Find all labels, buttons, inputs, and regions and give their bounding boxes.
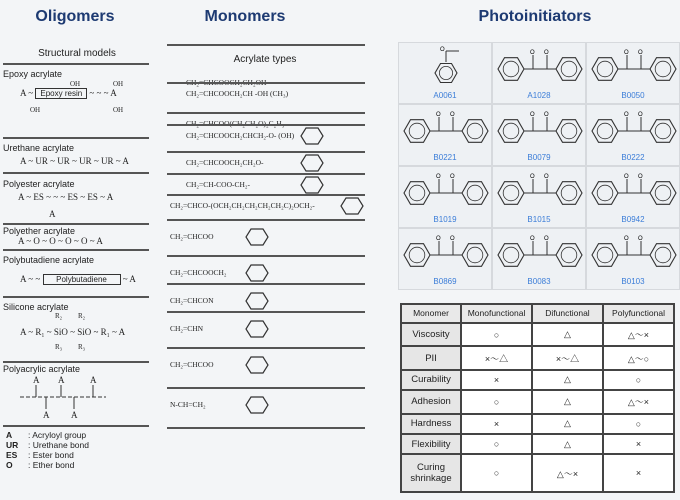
acrylate-types-title: Acrylate types [233, 54, 297, 65]
property-label: Curing shrinkage [401, 454, 461, 492]
svg-text:O: O [436, 112, 441, 118]
property-label: PII [401, 346, 461, 370]
rating-cell: △～× [603, 390, 674, 414]
property-label: Flexibility [401, 434, 461, 454]
photoinitiator-code: B1015 [527, 215, 551, 224]
chemical-structure-icon [493, 105, 587, 155]
photoinitiator-code: B0221 [433, 153, 457, 162]
chemical-structure-icon [493, 229, 587, 279]
photoinitiator-code: B1019 [433, 215, 457, 224]
svg-text:O: O [624, 112, 629, 118]
urethane-acrylate-structure: A ~ UR ~ UR ~ UR ~ UR ~ A [20, 156, 129, 166]
polyacrylic-acrylate-title: Polyacrylic acrylate [3, 364, 81, 374]
chemical-structure-icon [399, 167, 493, 217]
table-row [401, 346, 674, 370]
polybutadiene-acrylate-structure: A ~ ~ Polybutadiene ~ A [20, 274, 136, 284]
ring-structure-icon [245, 261, 269, 285]
rating-cell: ×～△ [532, 346, 603, 370]
rating-cell: △～× [603, 323, 674, 347]
chemical-structure-icon [493, 43, 587, 93]
ring-structure-icon [245, 393, 269, 417]
photoinitiator-cell [492, 104, 586, 166]
svg-text:O: O [544, 50, 549, 56]
polyester-acrylate-title: Polyester acrylate [3, 179, 75, 189]
photoinitiator-code: B0222 [621, 153, 645, 162]
rating-cell: × [603, 454, 674, 492]
photoinitiators-heading: Photoinitiators [478, 8, 592, 25]
property-label: Adhesion [401, 390, 461, 414]
photoinitiator-code: A0061 [433, 91, 457, 100]
rating-cell: ○ [461, 454, 532, 492]
chemical-structure-icon [587, 167, 680, 217]
rating-cell: ○ [603, 370, 674, 390]
oligomers-heading: Oligomers [35, 8, 115, 25]
photoinitiator-cell [398, 166, 492, 228]
table-row [401, 434, 674, 454]
ring-structure-icon [245, 317, 269, 341]
svg-text:O: O [530, 112, 535, 118]
monomer-formula: CH₂=CHCOOCH₂CH -OH (CH₃) [186, 89, 289, 98]
header-monomer: Monomer [401, 304, 461, 323]
svg-text:O: O [544, 236, 549, 242]
rating-cell: △ [532, 370, 603, 390]
monomer-formula: CH₂=CHCOOCH₂CHCH₂-O- (OH) [186, 131, 295, 140]
chemical-structure-icon [399, 229, 493, 279]
chemical-structure-icon [399, 105, 493, 155]
legend-item: A : Acryloyl group [6, 430, 87, 440]
polyether-acrylate-structure: A ~ O ~ O ~ O ~ O ~ A [18, 236, 103, 246]
svg-text:O: O [624, 236, 629, 242]
rating-cell: △～× [532, 454, 603, 492]
photoinitiator-cell [586, 104, 680, 166]
photoinitiator-code: B0869 [433, 277, 457, 286]
ring-structure-icon [300, 151, 324, 175]
polyester-acrylate-structure: A ~ ES ~ ~ ~ ES ~ ES ~ A [18, 192, 114, 202]
rating-cell: × [461, 414, 532, 434]
table-row [401, 370, 674, 390]
table-header-row [401, 304, 674, 323]
epoxy-acrylate-structure: A ~ Epoxy resin ~ ~ ~ A [20, 88, 117, 98]
silicone-acrylate-title: Silicone acrylate [3, 302, 69, 312]
legend-item: ES : Ester bond [6, 450, 74, 460]
legend-item: O : Ether bond [6, 460, 75, 470]
rating-cell: △ [532, 414, 603, 434]
svg-text:O: O [624, 174, 629, 180]
polybutadiene-acrylate-title: Polybutadiene acrylate [3, 255, 95, 265]
rating-cell: ○ [461, 434, 532, 454]
photoinitiator-cell [492, 42, 586, 104]
property-label: Viscosity [401, 323, 461, 347]
photoinitiator-cell [586, 228, 680, 290]
svg-text:O: O [450, 174, 455, 180]
monomer-properties-table [400, 303, 675, 493]
ring-structure-icon [340, 194, 364, 218]
ring-structure-icon [245, 353, 269, 377]
photoinitiator-cell [398, 228, 492, 290]
photoinitiator-cell [398, 42, 492, 104]
svg-text:O: O [638, 112, 643, 118]
rating-cell: × [461, 370, 532, 390]
property-label: Curability [401, 370, 461, 390]
property-label: Hardness [401, 414, 461, 434]
rating-cell: ○ [461, 390, 532, 414]
chemical-structure-icon [493, 167, 587, 217]
photoinitiator-code: B0942 [621, 215, 645, 224]
legend-item: UR : Urethane bond [6, 440, 89, 450]
monomer-formula: CH₂=CH-COO-CH₂- [186, 180, 251, 189]
ring-structure-icon [300, 124, 324, 148]
svg-text:O: O [530, 174, 535, 180]
monomer-formula: CH₂=CHCO-(OCH₂CH₂CH₂CH₂CH₂C)₂OCH₂- [170, 201, 315, 210]
table-row [401, 390, 674, 414]
photoinitiator-code: A1028 [527, 91, 551, 100]
header-monofunctional: Monofunctional [461, 304, 532, 323]
photoinitiator-code: B0103 [621, 277, 645, 286]
epoxy-acrylate-title: Epoxy acrylate [3, 69, 63, 79]
table-row [401, 454, 674, 492]
photoinitiator-code: B0050 [621, 91, 645, 100]
svg-text:O: O [450, 236, 455, 242]
monomer-formula: CH₂=CHN [170, 324, 204, 333]
photoinitiator-cell [492, 228, 586, 290]
svg-text:O: O [436, 174, 441, 180]
svg-text:O: O [440, 47, 445, 53]
abbreviation-legend [6, 430, 154, 470]
photoinitiator-cell [492, 166, 586, 228]
svg-text:O: O [638, 236, 643, 242]
urethane-acrylate-title: Urethane acrylate [3, 143, 75, 153]
header-difunctional: Difunctional [532, 304, 603, 323]
svg-text:O: O [436, 236, 441, 242]
polyether-acrylate-title: Polyether acrylate [3, 226, 76, 236]
monomer-formula: CH₂=CHCON [170, 296, 214, 305]
svg-text:O: O [530, 50, 535, 56]
rating-cell: △～○ [603, 346, 674, 370]
svg-text:O: O [638, 174, 643, 180]
rating-cell: × [603, 434, 674, 454]
photoinitiator-cell [586, 166, 680, 228]
rating-cell: ○ [461, 323, 532, 347]
svg-text:O: O [544, 174, 549, 180]
monomer-formula: CH₂=CHCOOCH₂CH₂O- [186, 158, 264, 167]
ring-structure-icon [245, 225, 269, 249]
header-polyfunctional: Polyfunctional [603, 304, 674, 323]
chemical-structure-icon [399, 43, 493, 93]
svg-text:O: O [624, 50, 629, 56]
monomers-heading: Monomers [204, 8, 286, 25]
monomer-formula: CH₂=CHCOOCH₂ [170, 268, 227, 277]
structural-models-title: Structural models [38, 48, 116, 59]
monomer-formula: N-CH=CH₂ [170, 400, 206, 409]
svg-text:O: O [544, 112, 549, 118]
svg-text:O: O [530, 236, 535, 242]
rating-cell: ×～△ [461, 346, 532, 370]
rating-cell: △ [532, 390, 603, 414]
photoinitiator-code: B0083 [527, 277, 551, 286]
chemical-structure-icon [587, 105, 680, 155]
svg-text:O: O [450, 112, 455, 118]
rating-cell: ○ [603, 414, 674, 434]
svg-text:O: O [638, 50, 643, 56]
rating-cell: △ [532, 434, 603, 454]
silicone-acrylate-structure: A ~ R₁ ~ SiO ~ SiO ~ R₁ ~ A [20, 327, 126, 337]
monomer-formula: CH₂=CHCOO [170, 360, 214, 369]
ring-structure-icon [245, 289, 269, 313]
table-row [401, 323, 674, 347]
rating-cell: △ [532, 323, 603, 347]
monomer-formula: CH₂=CHCOO [170, 232, 214, 241]
chemical-structure-icon [587, 43, 680, 93]
photoinitiator-code: B0079 [527, 153, 551, 162]
photoinitiator-cell [398, 104, 492, 166]
table-row [401, 414, 674, 434]
photoinitiator-cell [586, 42, 680, 104]
chemical-structure-icon [587, 229, 680, 279]
